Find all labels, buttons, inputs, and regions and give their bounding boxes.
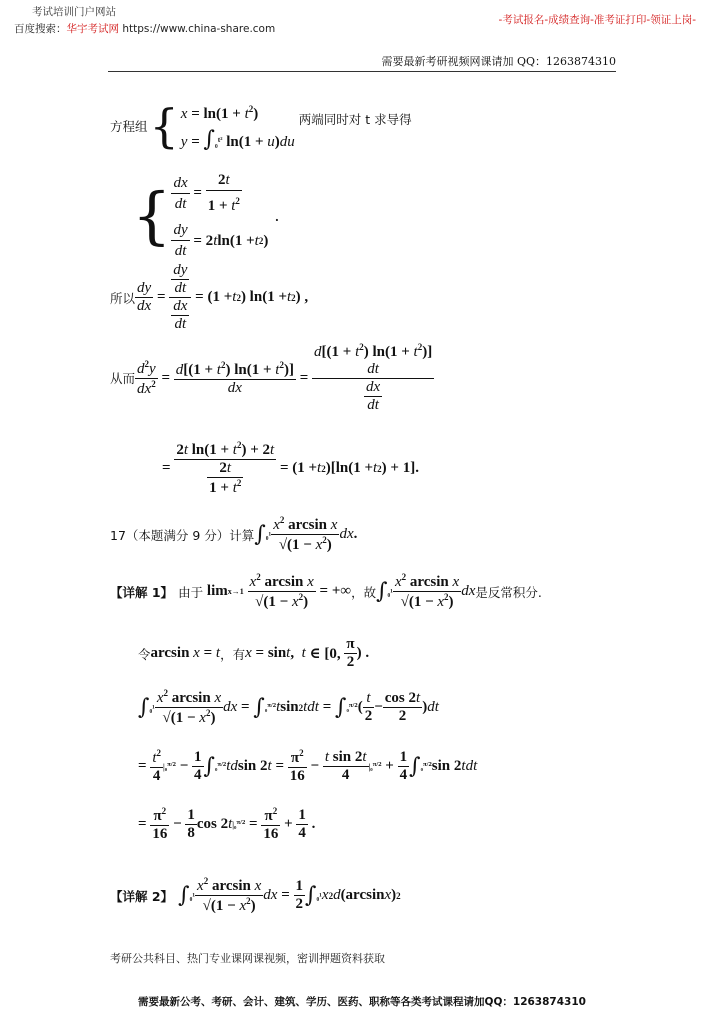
system-suffix: 两端同时对 t 求导得 <box>298 112 412 127</box>
therefore-label: ，故 <box>351 584 377 600</box>
header-exam-links[interactable]: -考试报名-成绩查询-准考证打印-领证上岗- <box>498 14 696 26</box>
detail-1: 【详解 1】 由于 lim x→1 $\frac{x^2 \arcsin x}{√(1 - x^2)}$ = +∞ ，故 ∫ ₀¹ $\frac{x^2 \arcsin x}{√(1 - x^2)}$ dx 是反常积分. <box>110 572 542 610</box>
have-label: ，有 <box>220 646 246 662</box>
integral-step-2: = $\frac{t^2}{4}$ |₀$^{\pi/2}$ − $\frac{1}{4}$ ∫ ₀$^{\pi/2}$ td sin 2 t = $\frac{\pi^2}{16}$ − $\frac{\text{t sin 2t}}{4}$ |₀$^{\pi/2}$ + $\frac{1}{4}$ ∫ ₀$^{\pi/2}$ sin 2 tdt <box>138 748 478 784</box>
left-brace: { <box>149 99 179 153</box>
derivative-system: { $\frac{dx}{dt}$ = $\frac{2t}{1 + t^2}$ $\frac{dy}{dt}$ = 2 t ln(1 + t 2 ) . <box>132 172 280 259</box>
system-prefix: 方程组 <box>110 119 148 134</box>
parametric-system <box>110 96 412 156</box>
let-label: 令 <box>138 646 151 662</box>
brand-link[interactable]: 华宇考试网 <box>66 23 119 35</box>
footer-note: 考研公共科目、热门专业课网课视频，密训押题资料获取 <box>110 952 385 965</box>
dy-dx-result: 所以 $\frac{dy}{dx}$ = $\frac{\frac{dy}{dt}}{\frac{dx}{dt}}$ = (1 + t 2 ) ln(1 + t 2 ) , <box>110 262 309 332</box>
header-qq-notice: 需要最新考研视频网课请加 QQ：1263874310 <box>381 55 616 68</box>
baidu-label: 百度搜索： <box>14 23 67 35</box>
second-derivative-simplified: = $\frac{2t \ln(1 + t^2) + 2t}{\frac{2t}{1 + t^2}}$ = (1 + t 2 )[ln(1 + t 2 ) + 1]. <box>162 440 419 496</box>
substitution: 令 arcsin x = t ，有 x = sin t , t ∈ [0, $\frac{\pi}{2}$ ) . <box>138 636 370 670</box>
derivative-equations: $\frac{dx}{dt}$ = $\frac{2t}{1 + t^2}$ $\frac{dy}{dt}$ = 2 t ln(1 + t 2 ) <box>173 172 269 259</box>
second-derivative: 从而 $\frac{d^2y}{dx^2}$ = $\frac{d[(1 + t^2) \ln(1 + t^2)]}{dx}$ = $d[(1 + t^2)$ $\ln(1 + t^2)$] dt $\frac{dx}{dt}$ <box>110 342 433 413</box>
left-brace-2: { <box>132 178 172 252</box>
header-divider <box>108 71 616 72</box>
header-baidu-search <box>14 21 275 36</box>
improper-label: 是反常积分. <box>475 584 542 600</box>
site-url-link[interactable]: https://www.china-share.com <box>122 23 276 35</box>
integral-step-1: ∫ ₀¹ $\frac{x^2 \arcsin x}{√(1 - x^2)}$ dx = ∫ ₀$^{\pi/2}$ t sin 2 tdt = ∫ ₀$^{\pi/2}$ ( $\frac{t}{2}$ − $\frac{\cos 2t}{2}$ ) dt <box>138 688 439 726</box>
because-label: 由于 <box>178 584 204 600</box>
thus-label: 从而 <box>110 371 136 386</box>
header-sites-title: 考试培训门户网站 <box>32 6 116 18</box>
footer-bottom-banner: 需要最新公考、考研、会计、建筑、学历、医药、职称等各类考试课程请加QQ：1263874310 <box>138 996 586 1008</box>
problem-17: 17（本题满分 9 分）计算 ∫ ₀¹ $\frac{x^2 \arcsin x}{√(1 - x^2)}$ dx . <box>110 515 358 553</box>
detail-2-label: 【详解 2】 <box>110 888 174 904</box>
integral-step-3: = $\frac{\pi^2}{16}$ − $\frac{1}{8}$ cos 2 t |₀$^{\pi/2}$ = $\frac{\pi^2}{16}$ + $\frac{1}{4}$ . <box>138 806 316 842</box>
system-equations: $x = \ln(1 + t^2)$ y = ∫₀$^{t^2}$ ln(1 + u)du <box>180 104 295 152</box>
problem-17-label: 17（本题满分 9 分）计算 <box>110 527 255 543</box>
detail-2: 【详解 2】 ∫ ₀¹ $\frac{x^2 \arcsin x}{√(1 - x^2)}$ dx = $\frac{1}{2}$ ∫ ₀¹ x 2 d (arcsin x ) 2 <box>110 876 401 914</box>
detail-1-label: 【详解 1】 <box>110 584 174 600</box>
so-label: 所以 <box>110 290 136 306</box>
